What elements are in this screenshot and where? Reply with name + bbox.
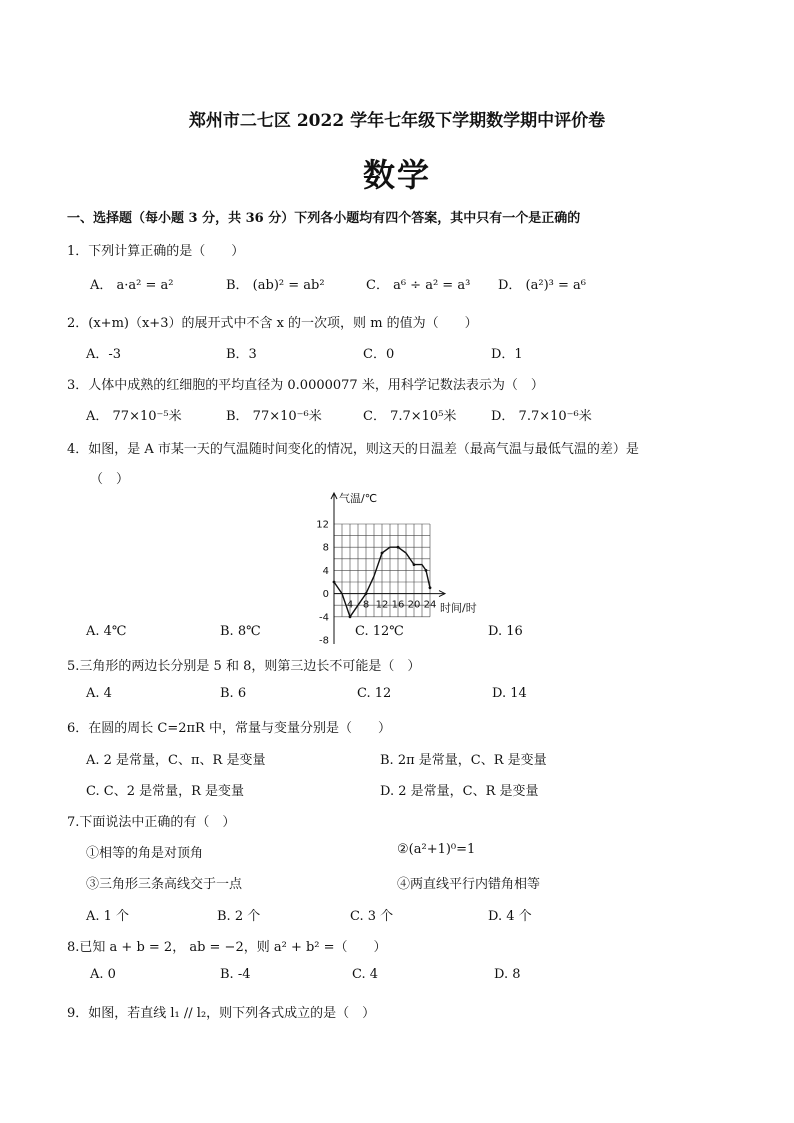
y-axis-label: 气温/℃ bbox=[339, 492, 378, 505]
q4-option-d: D. 16 bbox=[488, 624, 523, 639]
question-1-stem: 1．下列计算正确的是（ ） bbox=[67, 244, 245, 259]
q8-option-a: A. 0 bbox=[90, 967, 116, 982]
q3-option-a: A． 77×10⁻⁵米 bbox=[86, 409, 182, 424]
q3-option-c: C． 7.7×10⁵米 bbox=[363, 409, 457, 424]
section-heading: 一、选择题（每小题 3 分，共 36 分）下列各小题均有四个答案，其中只有一个是正确的 bbox=[67, 211, 581, 226]
y-tick-label: -4 bbox=[319, 612, 329, 624]
q8-option-b: B. -4 bbox=[220, 967, 251, 982]
question-6-stem: 6．在圆的周长 C=2πR 中，常量与变量分别是（ ） bbox=[67, 721, 391, 736]
question-4-stem: 4．如图，是 A 市某一天的气温随时间变化的情况，则这天的日温差（最高气温与最低气温的差）是 bbox=[67, 442, 639, 457]
q5-option-c: C. 12 bbox=[357, 686, 392, 701]
temperature-data-point bbox=[365, 592, 368, 595]
q1-option-b: B． (ab)² = ab² bbox=[226, 278, 325, 293]
question-3-stem: 3．人体中成熟的红细胞的平均直径为 0.0000077 米，用科学记数法表示为（ ） bbox=[67, 378, 544, 393]
q5-option-b: B. 6 bbox=[220, 686, 247, 701]
q6-option-a: A. 2 是常量，C、π、R 是变量 bbox=[86, 753, 266, 768]
q7-statement-3: ③三角形三条高线交于一点 bbox=[86, 877, 243, 892]
q8-option-c: C. 4 bbox=[352, 967, 379, 982]
q7-statement-2: ②(a²+1)⁰=1 bbox=[397, 842, 476, 857]
x-tick-label: 24 bbox=[423, 599, 437, 611]
x-tick-label: 20 bbox=[407, 599, 421, 611]
question-7-stem: 7.下面说法中正确的有（ ） bbox=[67, 815, 236, 830]
q2-option-b: B．3 bbox=[226, 347, 257, 362]
y-tick-label: 4 bbox=[322, 565, 329, 577]
x-tick-label: 4 bbox=[346, 599, 354, 611]
q2-option-a: A．-3 bbox=[86, 347, 122, 362]
temperature-data-point bbox=[333, 581, 336, 584]
q7-statement-1: ①相等的角是对顶角 bbox=[86, 846, 204, 861]
q1-option-c: C． a⁶ ÷ a² = a³ bbox=[366, 278, 471, 293]
q3-option-b: B． 77×10⁻⁶米 bbox=[226, 409, 322, 424]
q1-option-a: A． a·a² = a² bbox=[90, 278, 174, 293]
temperature-data-point bbox=[381, 552, 384, 555]
q7-option-a: A. 1 个 bbox=[86, 909, 130, 924]
temperature-data-point bbox=[429, 586, 432, 589]
q1-option-d: D． (a²)³ = a⁶ bbox=[498, 278, 586, 293]
temperature-data-point bbox=[397, 546, 400, 549]
x-axis-label: 时间/时 bbox=[440, 601, 477, 615]
q4-option-a: A. 4℃ bbox=[86, 624, 127, 639]
x-tick-label: 8 bbox=[362, 599, 370, 611]
q5-option-a: A. 4 bbox=[86, 686, 112, 701]
question-9-stem: 9．如图，若直线 l₁ // l₂，则下列各式成立的是（ ） bbox=[67, 1006, 376, 1021]
y-tick-label: 8 bbox=[322, 542, 329, 554]
q6-option-b: B. 2π 是常量，C、R 是变量 bbox=[380, 753, 547, 768]
temperature-data-point bbox=[425, 569, 428, 572]
temperature-data-point bbox=[349, 615, 352, 618]
q6-option-d: D. 2 是常量，C、R 是变量 bbox=[380, 784, 539, 799]
q7-option-b: B. 2 个 bbox=[217, 909, 261, 924]
question-2-stem: 2．(x+m)（x+3）的展开式中不含 x 的一次项，则 m 的值为（ ） bbox=[67, 316, 478, 331]
page-title: 郑州市二七区 2022 学年七年级下学期数学期中评价卷 bbox=[188, 111, 606, 131]
question-5-stem: 5.三角形的两边长分别是 5 和 8，则第三边长不可能是（ ） bbox=[67, 659, 421, 674]
question-4-paren: （ ） bbox=[90, 472, 130, 487]
q4-option-b: B. 8℃ bbox=[220, 624, 261, 639]
q2-option-c: C．0 bbox=[363, 347, 395, 362]
question-8-stem: 8.已知 a + b = 2， ab = −2，则 a² + b² =（ ） bbox=[67, 940, 387, 955]
q7-statement-4: ④两直线平行内错角相等 bbox=[397, 877, 541, 892]
y-tick-label: -8 bbox=[319, 635, 329, 647]
q7-option-d: D. 4 个 bbox=[488, 909, 532, 924]
x-tick-label: 12 bbox=[375, 599, 389, 611]
subject-title: 数学 bbox=[362, 156, 431, 194]
q8-option-d: D. 8 bbox=[494, 967, 521, 982]
q4-option-c: C. 12℃ bbox=[355, 624, 404, 639]
y-tick-label: 12 bbox=[316, 519, 329, 531]
q6-option-c: C. C、2 是常量，R 是变量 bbox=[86, 784, 245, 799]
x-tick-label: 16 bbox=[391, 599, 405, 611]
temperature-data-point bbox=[413, 563, 416, 566]
y-tick-label: 0 bbox=[322, 589, 329, 601]
q3-option-d: D． 7.7×10⁻⁶米 bbox=[491, 409, 592, 424]
q2-option-d: D．1 bbox=[491, 347, 523, 362]
q7-option-c: C. 3 个 bbox=[350, 909, 394, 924]
q5-option-d: D. 14 bbox=[492, 686, 527, 701]
